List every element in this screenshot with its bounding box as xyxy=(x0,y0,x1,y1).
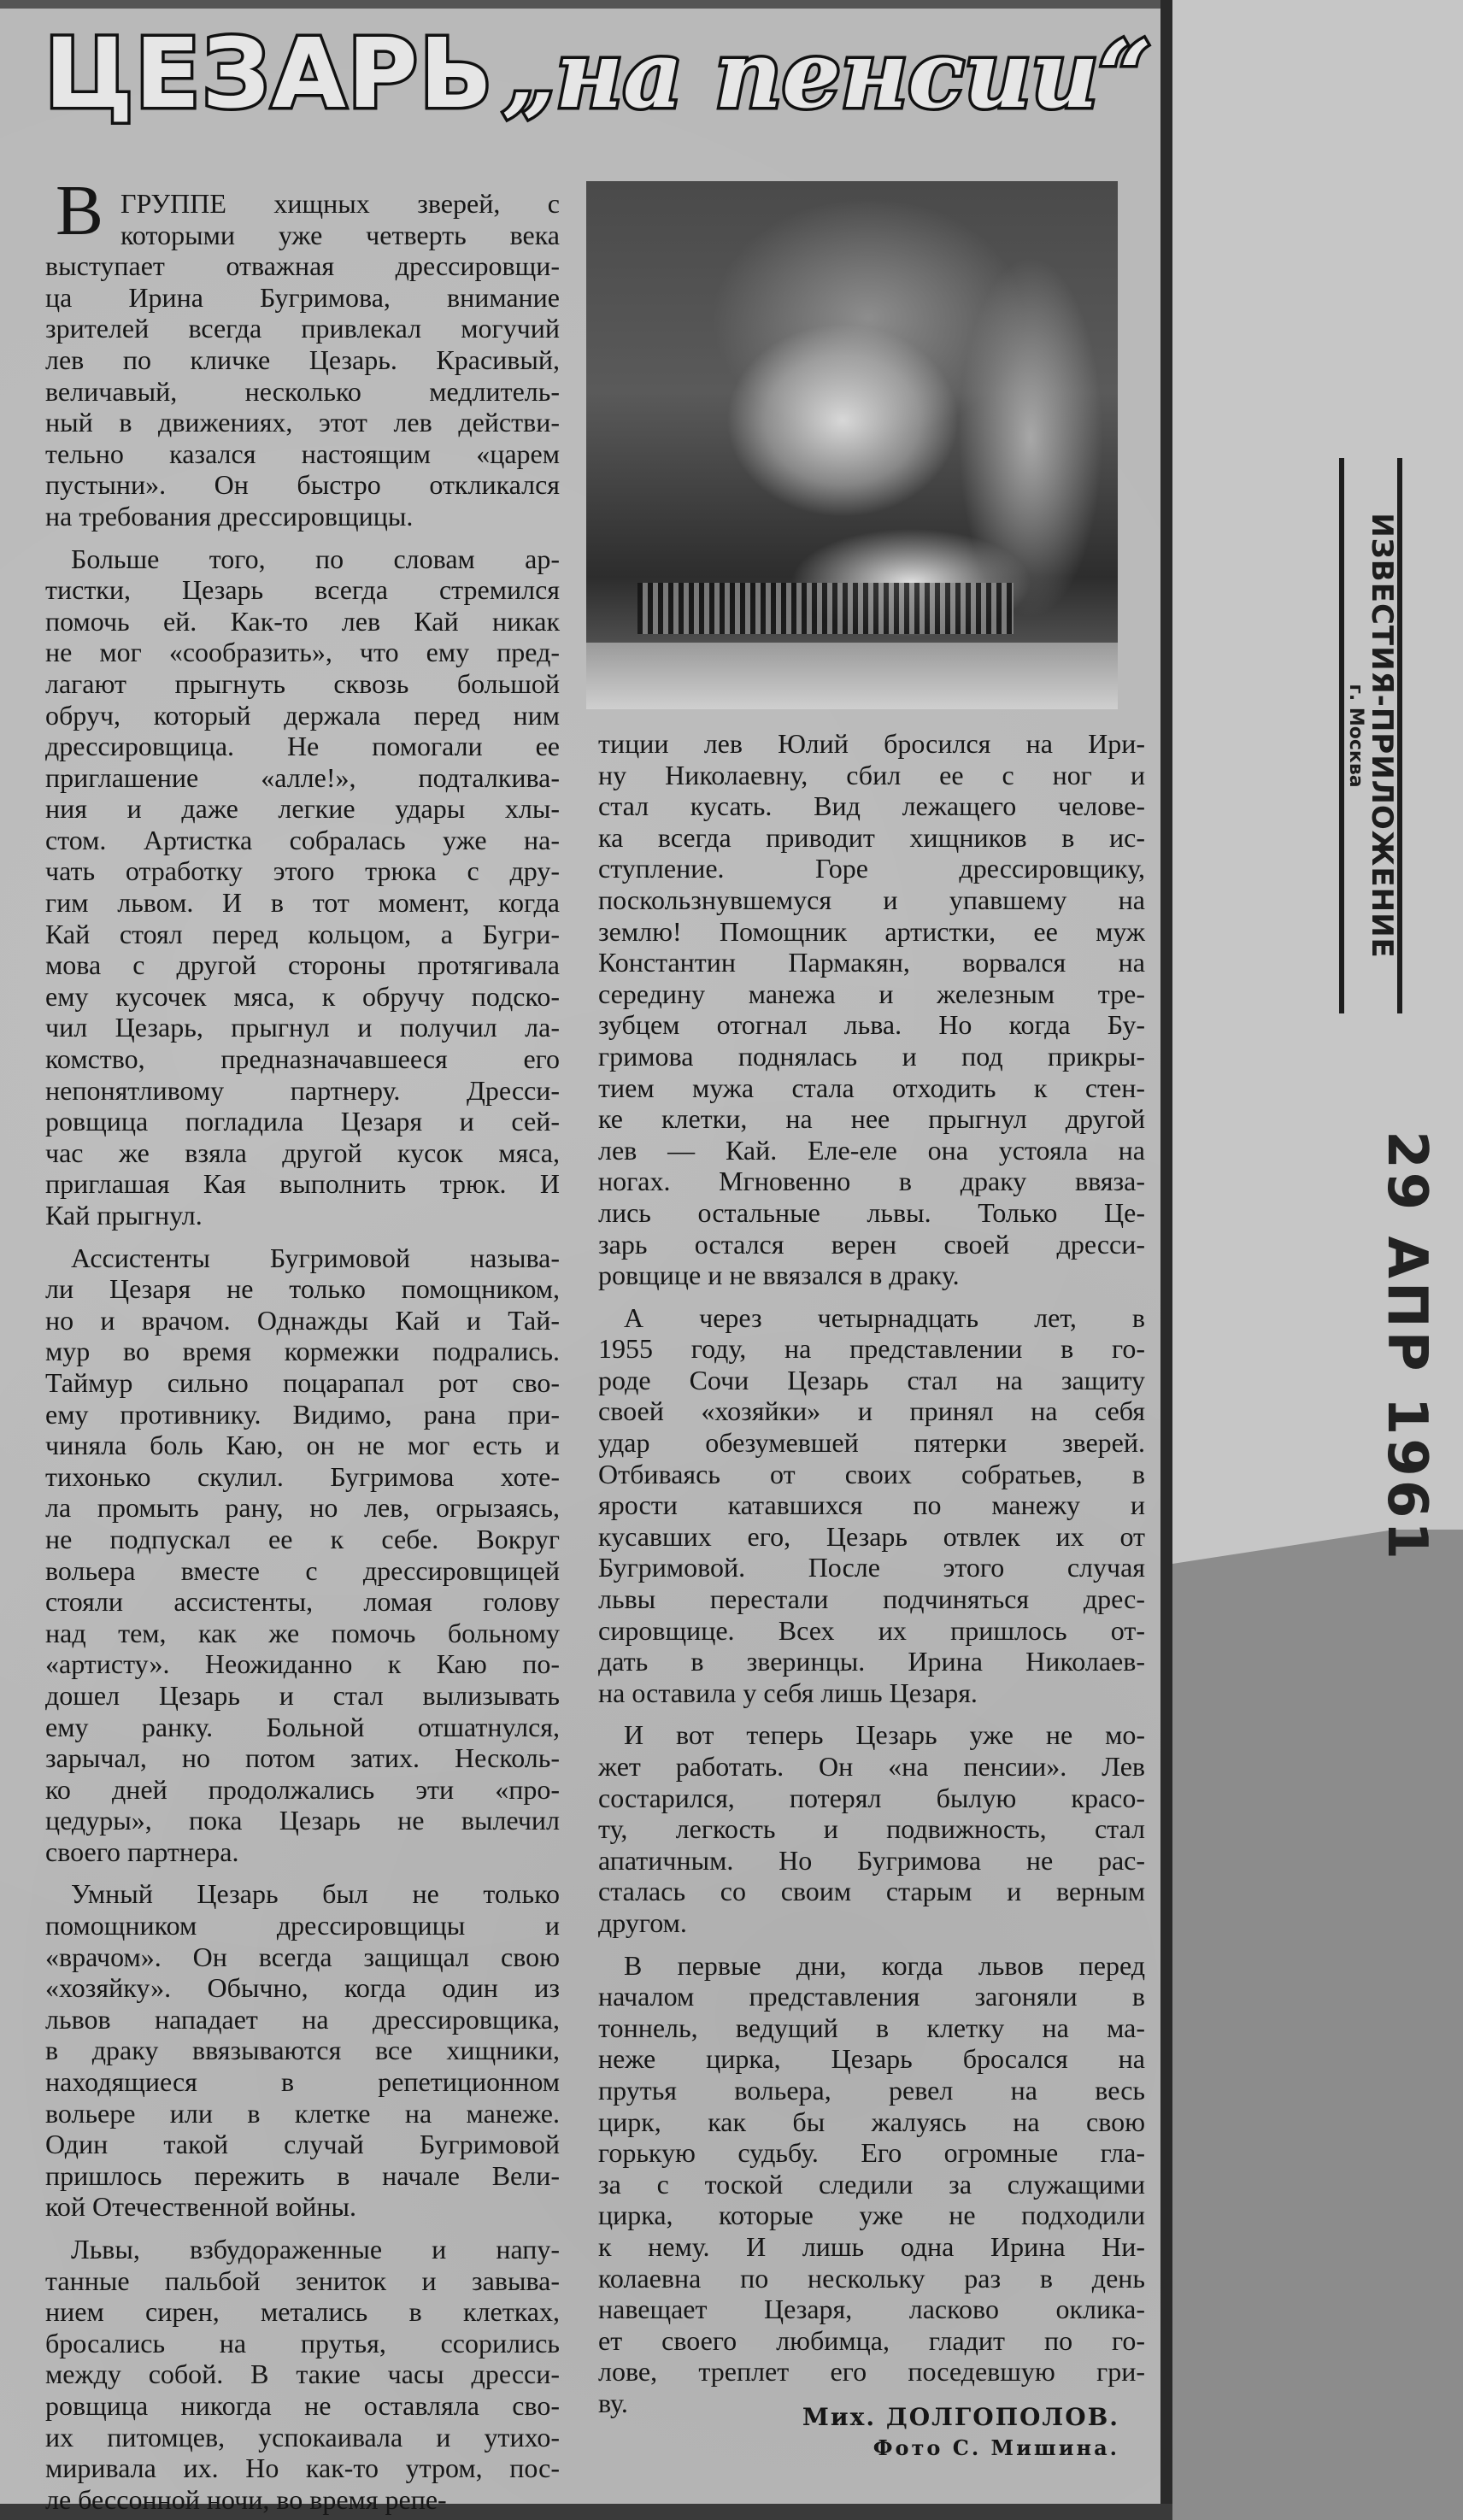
text-line: стояли ассистенты, ломая голову xyxy=(45,1586,560,1618)
text-line: лев по кличке Цезарь. Красивый, xyxy=(45,344,560,375)
text-line: вольере или в клетке на манеже. xyxy=(45,2097,560,2129)
text-line: миривала их. Но как-то утром, пос- xyxy=(45,2452,560,2484)
text-line: горькую судьбу. Его огромные гла- xyxy=(598,2137,1145,2169)
photo-cage-bars xyxy=(637,583,1014,634)
text-line: тиции лев Юлий бросился на Ири- xyxy=(598,728,1145,759)
text-line: ву. xyxy=(598,2387,628,2418)
text-line: Таймур сильно поцарапал рот сво- xyxy=(45,1366,560,1398)
paragraph xyxy=(598,1302,1145,1709)
text-line: лись остальные львы. Только Це- xyxy=(598,1196,1145,1228)
text-line: Ассистенты Бугримовой называ- xyxy=(71,1242,560,1273)
text-line: ему ранку. Больной отшатнулся, xyxy=(45,1711,560,1742)
text-line: В первые дни, когда львов перед xyxy=(624,1949,1145,1981)
text-line: «хозяйку». Обычно, когда один из xyxy=(45,1972,560,2004)
text-line: гримова поднялась и под прикры- xyxy=(598,1040,1145,1072)
text-line: час же взяла другой кусок мяса, xyxy=(45,1137,560,1168)
text-line: к нему. И лишь одна Ирина Ни- xyxy=(598,2230,1145,2262)
lion-photo xyxy=(586,181,1118,709)
paragraph xyxy=(45,188,560,532)
text-line: не мог «сообразить», что ему пред- xyxy=(45,637,560,668)
text-line: но и врачом. Однажды Кай и Тай- xyxy=(45,1304,560,1336)
text-line: ГРУППЕ хищных зверей, с xyxy=(120,188,560,219)
paragraph xyxy=(45,1242,560,1868)
text-line: обруч, который держала перед ним xyxy=(45,699,560,731)
text-line: выступает отважная дрессировщи- xyxy=(45,250,560,282)
text-line: кусавших его, Цезарь отвлек их от xyxy=(598,1520,1145,1552)
text-line: ярости катавшихся по манежу и xyxy=(598,1489,1145,1521)
text-line: дошел Цезарь и стал вылизывать xyxy=(45,1679,560,1711)
text-line: приглашение «алле!», подталкива- xyxy=(45,761,560,793)
paragraph xyxy=(598,728,1145,1291)
text-line: Один такой случай Бугримовой xyxy=(45,2129,560,2160)
text-line: ну Николаевну, сбил ее с ног и xyxy=(598,759,1145,790)
text-line: жет работать. Он «на пенсии». Лев xyxy=(598,1751,1145,1782)
text-line: не подпускал ее к себе. Вокруг xyxy=(45,1523,560,1554)
article-column-right xyxy=(598,728,1145,2418)
text-line: на оставила у себя лишь Цезаря. xyxy=(598,1677,978,1708)
text-line: между собой. В такие часы дресси- xyxy=(45,2358,560,2390)
text-line: своей «хозяйки» и принял на себя xyxy=(598,1395,1145,1427)
text-line: другом. xyxy=(598,1906,687,1938)
text-line: ему кусочек мяса, к обручу подско- xyxy=(45,980,560,1012)
text-line: ровщица никогда не оставляла сво- xyxy=(45,2389,560,2421)
text-line: Константин Пармакян, ворвался на xyxy=(598,947,1145,978)
text-line: ступление. Горе дрессировщику, xyxy=(598,853,1145,884)
text-line: ровщице и не ввязался в драку. xyxy=(598,1260,960,1291)
text-line: началом представления загоняли в xyxy=(598,1981,1145,2012)
text-line: гим львом. И в тот момент, когда xyxy=(45,887,560,919)
text-line: тистки, Цезарь всегда стремился xyxy=(45,574,560,606)
text-line: ровщица погладила Цезаря и сей- xyxy=(45,1106,560,1137)
text-line: чил Цезарь, прыгнул и получил ла- xyxy=(45,1012,560,1043)
paragraph xyxy=(598,1719,1145,1938)
text-line: Кай прыгнул. xyxy=(45,1200,203,1231)
text-line: которыми уже четверть века xyxy=(120,219,560,250)
photo-credit: Фото С. Мишина. xyxy=(873,2435,1119,2460)
text-line: стал кусать. Вид лежащего челове- xyxy=(598,790,1145,822)
text-line: помочь ей. Как-то лев Кай никак xyxy=(45,605,560,637)
text-line: львы перестали подчиняться дрес- xyxy=(598,1583,1145,1615)
clipping-top-edge xyxy=(0,0,1172,9)
paragraph xyxy=(45,1878,560,2223)
text-line: ту, легкость и подвижность, стал xyxy=(598,1813,1145,1845)
paragraph xyxy=(45,543,560,1231)
text-line: лев — Кай. Еле-еле она устояла на xyxy=(598,1134,1145,1166)
text-line: над тем, как же помочь больному xyxy=(45,1617,560,1648)
publication-stamp xyxy=(1339,458,1402,1013)
article-column-left xyxy=(45,171,560,2515)
stamp-city: г. Москва xyxy=(1345,684,1366,788)
text-line: неже цирка, Цезарь бросался на xyxy=(598,2043,1145,2075)
text-line: тихонько скулил. Бугримова хоте- xyxy=(45,1460,560,1492)
text-line: непонятливому партнеру. Дресси- xyxy=(45,1074,560,1106)
text-line: Львы, взбудораженные и напу- xyxy=(71,2234,560,2264)
text-line: вольера вместе с дрессировщицей xyxy=(45,1554,560,1586)
text-line: «врачом». Он всегда защищал свою xyxy=(45,1941,560,1972)
text-line: львов нападает на дрессировщика, xyxy=(45,2003,560,2035)
text-line: ногах. Мгновенно в драку ввяза- xyxy=(598,1166,1145,1197)
text-line: зарычал, но потом затих. Несколь- xyxy=(45,1742,560,1774)
text-line: ке клетки, на нее прыгнул другой xyxy=(598,1103,1145,1135)
article-headline xyxy=(44,19,1151,130)
text-line: Больше того, по словам ар- xyxy=(71,543,560,574)
text-line: лове, треплет его поседевшую гри- xyxy=(598,2356,1145,2388)
text-line: тоннель, ведущий в клетку на ма- xyxy=(598,2012,1145,2043)
text-line: ко дней продолжались эти «про- xyxy=(45,1773,560,1805)
text-line: ли Цезаря не только помощником, xyxy=(45,1273,560,1305)
text-line: ца Ирина Бугримова, внимание xyxy=(45,281,560,313)
byline xyxy=(752,2401,1119,2463)
text-line: приглашая Кая выполнить трюк. И xyxy=(45,1168,560,1200)
text-line: мур во время кормежки подрались. xyxy=(45,1336,560,1367)
text-line: сировщице. Всех их пришлось от- xyxy=(598,1614,1145,1646)
text-line: прутья вольера, ревел на весь xyxy=(598,2074,1145,2106)
clipping-right-edge xyxy=(1160,0,1172,2520)
text-line: цирка, которые уже не подходили xyxy=(598,2200,1145,2231)
text-line: тельно казался настоящим «царем xyxy=(45,438,560,469)
text-line: бросались на прутья, ссорились xyxy=(45,2327,560,2358)
text-line: находящиеся в репетиционном xyxy=(45,2066,560,2098)
photo-floor xyxy=(586,643,1118,709)
text-line: на требования дрессировщицы. xyxy=(45,500,414,532)
text-line: ле бессонной ночи, во время репе- xyxy=(45,2483,447,2515)
text-line: состарился, потерял былую красо- xyxy=(598,1782,1145,1813)
date-stamp: 29 АПР 1961 xyxy=(1375,1131,1438,1563)
text-line: комство, предназначавшееся его xyxy=(45,1043,560,1075)
text-line: кой Отечественной войны. xyxy=(45,2191,356,2223)
text-line: И вот теперь Цезарь уже не мо- xyxy=(624,1719,1145,1751)
text-line: роде Сочи Цезарь стал на защиту xyxy=(598,1364,1145,1395)
text-line: землю! Помощник артистки, ее муж xyxy=(598,915,1145,947)
text-line: величавый, несколько медлитель- xyxy=(45,375,560,407)
text-line: стом. Артистка собралась уже на- xyxy=(45,824,560,855)
text-line: нием сирен, метались в клетках, xyxy=(45,2296,560,2328)
text-line: Умный Цезарь был не только xyxy=(71,1878,560,1910)
text-line: А через четырнадцать лет, в xyxy=(624,1301,1145,1333)
text-line: 1955 году, на представлении в го- xyxy=(598,1333,1145,1365)
paragraph xyxy=(598,1950,1145,2419)
text-line: поскользнувшемуся и упавшему на xyxy=(598,884,1145,915)
text-line: Отбиваясь от своих собратьев, в xyxy=(598,1458,1145,1489)
paragraph xyxy=(45,2234,560,2515)
text-line: их питомцев, успокаивала и утихо- xyxy=(45,2421,560,2452)
text-line: колаевна по нескольку раз в день xyxy=(598,2262,1145,2294)
text-line: пришлось пережить в начале Вели- xyxy=(45,2159,560,2191)
text-line: чать отработку этого трюка с дру- xyxy=(45,855,560,887)
text-line: Бугримовой. После этого случая xyxy=(598,1552,1145,1583)
text-line: ния и даже легкие удары хлы- xyxy=(45,793,560,825)
stamp-publication: ИЗВЕСТИЯ-ПРИЛОЖЕНИЕ xyxy=(1365,513,1399,959)
text-line: дрессировщица. Не помогали ее xyxy=(45,731,560,762)
text-line: дать в зверинцы. Ирина Николаев- xyxy=(598,1646,1145,1677)
text-line: танные пальбой зениток и завыва- xyxy=(45,2264,560,2296)
text-line: цирк, как бы жалуясь на свою xyxy=(598,2106,1145,2137)
text-line: навещает Цезаря, ласково оклика- xyxy=(598,2294,1145,2325)
text-line: Кай стоял перед кольцом, а Бугри- xyxy=(45,918,560,949)
text-line: середину манежа и железным тре- xyxy=(598,978,1145,1009)
headline-sub: „на пенсии“ xyxy=(502,21,1152,129)
text-line: зрителей всегда привлекал могучий xyxy=(45,313,560,344)
text-line: своего партнера. xyxy=(45,1836,239,1867)
background-board xyxy=(1172,1530,1463,2520)
author: Мих. ДОЛГОПОЛОВ. xyxy=(802,2403,1119,2431)
text-line: ет своего любимца, гладит по го- xyxy=(598,2324,1145,2356)
text-line: ла промыть рану, но лев, огрызаясь, xyxy=(45,1492,560,1524)
text-line: «артисту». Неожиданно к Каю по- xyxy=(45,1648,560,1680)
headline-main: ЦЕЗАРЬ xyxy=(44,19,495,130)
text-line: ка всегда приводит хищников в ис- xyxy=(598,821,1145,853)
text-line: сталась со своим старым и верным xyxy=(598,1876,1145,1907)
text-line: ный в движениях, этот лев действи- xyxy=(45,407,560,438)
text-line: лагают прыгнуть сквозь большой xyxy=(45,667,560,699)
text-line: удар обезумевшей пятерки зверей. xyxy=(598,1427,1145,1459)
text-line: чиняла боль Каю, он не мог есть и xyxy=(45,1430,560,1461)
text-line: апатичным. Но Бугримова не рас- xyxy=(598,1844,1145,1876)
text-line: помощником дрессировщицы и xyxy=(45,1910,560,1941)
text-line: за с тоской следили за служащими xyxy=(598,2168,1145,2200)
text-line: мова с другой стороны протягивала xyxy=(45,949,560,981)
text-line: цедуры», пока Цезарь не вылечил xyxy=(45,1805,560,1836)
text-line: тием мужа стала отходить к стен- xyxy=(598,1072,1145,1103)
drop-cap: В xyxy=(56,171,104,250)
text-line: ему противнику. Видимо, рана при- xyxy=(45,1398,560,1430)
text-line: пустыни». Он быстро откликался xyxy=(45,469,560,501)
text-line: зубцем отогнал льва. Но когда Бу- xyxy=(598,1009,1145,1041)
text-line: зарь остался верен своей дресси- xyxy=(598,1228,1145,1260)
text-line: в драку ввязываются все хищники, xyxy=(45,2035,560,2066)
